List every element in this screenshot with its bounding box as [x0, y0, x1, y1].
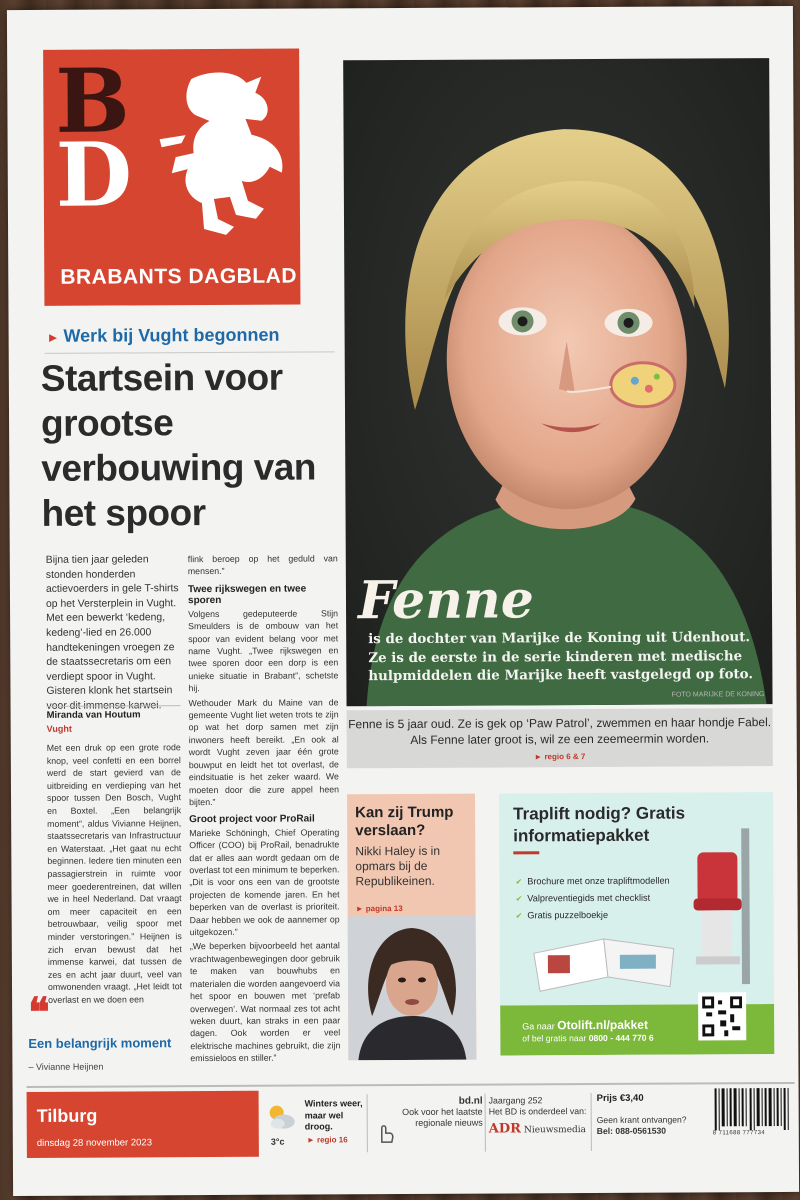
lion-icon: [151, 69, 292, 240]
teaser-ref[interactable]: ► pagina 13: [355, 904, 403, 914]
ad-checklist-item: ✔ Brochure met onze trapliftmodellen: [515, 873, 669, 891]
logo-letters: B D: [55, 48, 129, 227]
photo-subcaption: [347, 708, 773, 768]
pull-quote: [28, 988, 178, 1072]
website-url[interactable]: bd.nl: [458, 1095, 483, 1107]
story-byline: Miranda van Houtum: [46, 709, 141, 721]
weather-ref[interactable]: ► regio 16: [306, 1135, 348, 1145]
ad-phone: of bel gratis naar 0800 - 444 770 6: [522, 1032, 654, 1044]
lead-headline[interactable]: Startsein voor grootse verbouwing van het spoor: [40, 356, 317, 534]
barcode-icon: [713, 1086, 793, 1132]
subcaption-text: Fenne is 5 jaar oud. Ze is gek op ‘Paw Patrol’, zwemmen en haar hondje Fabel. Als Fenne later groot is, wil ze een zeemeermin worden.: [348, 715, 772, 747]
edition-banner: [27, 1091, 259, 1158]
ad-checklist-item: ✔ Valpreventiegids met checklist: [516, 890, 670, 908]
nikki-haley-photo: [348, 916, 477, 1061]
photo-caption-text: is de dochter van Marijke de Koning uit Udenhout. Ze is de eerste in de serie kinderen met medische hulpmiddelen die Marijke heeft vastgelegd op foto.: [368, 629, 754, 685]
story-column-1: Met een druk op een grote rode knop, veel confetti en een borrel werd de start gevierd van de uitbreiding en verdieping van het spoor tussen Den Bosch, Vught en Boxtel. „Een belangrijk moment”, aldus Vivianne Heijnen, staatssecretaris van Infrastructuur en Waterstaat. „Het gaat nu echt beginnen. Iedere tien minuten een passagierstrein in ruimte voor meer goederentreinen, dat willen we in heel Nederland. Dat vraagt om meer capaciteit en een betrouwbaar, veilig spoor met minder verstoringen.” Heijnen is zich ervan bewust dat het immense karwei, dat tussen de zes en acht jaar duurt, veel van omwonenden vraagt. „Het leidt tot overlast en we doen een: [46, 742, 183, 1005]
subcaption-ref[interactable]: ► regio 6 & 7: [534, 752, 586, 762]
arrow-icon: ►: [46, 329, 60, 345]
photo-caption-name: Fenne: [357, 569, 535, 632]
column-2-paragraph: „We beperken bijvoorbeeld het aantal vrachtwagenbewegingen door gebruik te maken van bouwhubs en materialen die worden aangevoerd via het spoor en bouwen met ‘prefab overwegen’. Wat normaal zes tot acht weken duurt, kan straks in een paar dagen. Ook worden er veel elektrische machines gebruikt, die zijn emissieloos en stiller.”: [189, 940, 341, 1064]
traplift-advertisement[interactable]: [499, 792, 774, 1055]
subhead-prorail: Groot project voor ProRail: [189, 813, 315, 826]
column-2-paragraph: Wethouder Mark du Maine van de gemeente Vught liet weten trots te zijn op wat het dorp samen met zijn inwoners heeft bereikt. „En ook al wordt Vught zeven jaar één grote bouwput en leidt het tot overlast, de eindsituatie is het zeker waard. We moeten door die zure appel heen bijten.”: [188, 696, 340, 808]
masthead-logo: [43, 49, 300, 306]
subhead-rijkswegen: Twee rijkswegen en twee sporen: [187, 583, 307, 607]
story-column-2: [188, 552, 341, 1066]
story-kicker[interactable]: ► Werk bij Vught begonnen: [46, 324, 280, 346]
barcode-number: 8 711688 777734: [712, 1130, 766, 1137]
brochure-image: [524, 933, 684, 998]
temperature: 3°c: [270, 1136, 285, 1147]
cover-photo: [343, 58, 772, 706]
ad-title: Traplift nodig? Gratis informatiepakket: [513, 803, 686, 846]
column-2-opening: flink beroep op het geduld van mensen.”: [187, 553, 338, 577]
column-2-paragraph: Marieke Schöningh, Chief Operating Officer (COO) bij ProRail, benadrukte dat er alles aan wordt gedaan om de overlast tot een minimum te beperken. „Dit is voor ons een van de grootste projecten de komende jaren. En het beperken van de overlast is prioriteit. Daar hebben we ook de aannemer op uitgekozen.”: [189, 827, 340, 938]
photo-credit: FOTO MARIJKE DE KONING: [671, 691, 765, 699]
column-2-paragraph: Volgens gedeputeerde Stijn Smeulders is de ombouw van het spoor van evident belang voor met name Vught. „Twee rijkswegen en twee sporen door een dorp is een unieke situatie in Brabant”, schetste hij.: [188, 608, 339, 694]
ad-url[interactable]: Ga naar Otolift.nl/pakket: [522, 1017, 648, 1033]
ad-checklist-item: ✔ Gratis puzzelboekje: [516, 907, 670, 925]
sun-cloud-icon: [265, 1101, 297, 1133]
jaargang: Jaargang 252: [488, 1095, 543, 1106]
pull-quote-author: – Vivianne Heijnen: [28, 1061, 104, 1072]
edition-city: Tilburg: [36, 1105, 98, 1126]
no-paper-text: Geen krant ontvangen?: [596, 1114, 687, 1125]
masthead-name: BRABANTS DAGBLAD: [60, 264, 298, 289]
weather-forecast: Winters weer, maar wel droog.: [304, 1098, 363, 1132]
group-text: Het BD is onderdeel van:: [488, 1106, 587, 1117]
story-dateline: Vught: [46, 723, 72, 734]
quote-mark-icon: ❝: [28, 988, 50, 1036]
edition-date: dinsdag 28 november 2023: [36, 1137, 153, 1149]
newspaper-front-page: [7, 6, 799, 1196]
qr-code-icon[interactable]: [698, 992, 746, 1040]
service-info: [597, 1115, 687, 1137]
trump-teaser[interactable]: [347, 794, 476, 1061]
ad-accent-bar: [513, 851, 539, 854]
volume-info: [489, 1095, 589, 1118]
website-promo-text: Ook voor het laatste regionale nieuws: [402, 1106, 483, 1128]
adr-logo: ADR Nieuwsmedia: [488, 1121, 587, 1137]
touch-icon: [375, 1120, 395, 1144]
kicker-divider: [45, 351, 335, 354]
story-intro: Bijna tien jaar geleden stonden honderden actievoerders in gele T-shirts op het Versterplein in Vught. Met een bewerkt ‘kedeng, kedeng’-lied en 26.000 handtekeningen vroegen ze de staatssecretaris om een verdiept spoor in Vught. Gisteren klonk het startsein voor dit immense karwei.: [45, 554, 179, 712]
teaser-title: Kan zij Trump verslaan?: [355, 803, 454, 840]
ad-checklist: [515, 873, 669, 925]
footer-divider: [27, 1082, 795, 1088]
teaser-text: Nikki Haley is in opmars bij de Republikeinen.: [355, 843, 441, 889]
stairlift-chair-image: [683, 828, 768, 984]
price: Prijs €3,40: [596, 1092, 644, 1104]
service-phone[interactable]: Bel: 088-0561530: [596, 1125, 667, 1136]
footer-column-divider: [367, 1094, 368, 1152]
footer-column-divider: [591, 1093, 592, 1151]
pull-quote-text: Een belangrijk moment: [28, 1035, 172, 1051]
footer-column-divider: [485, 1094, 486, 1152]
